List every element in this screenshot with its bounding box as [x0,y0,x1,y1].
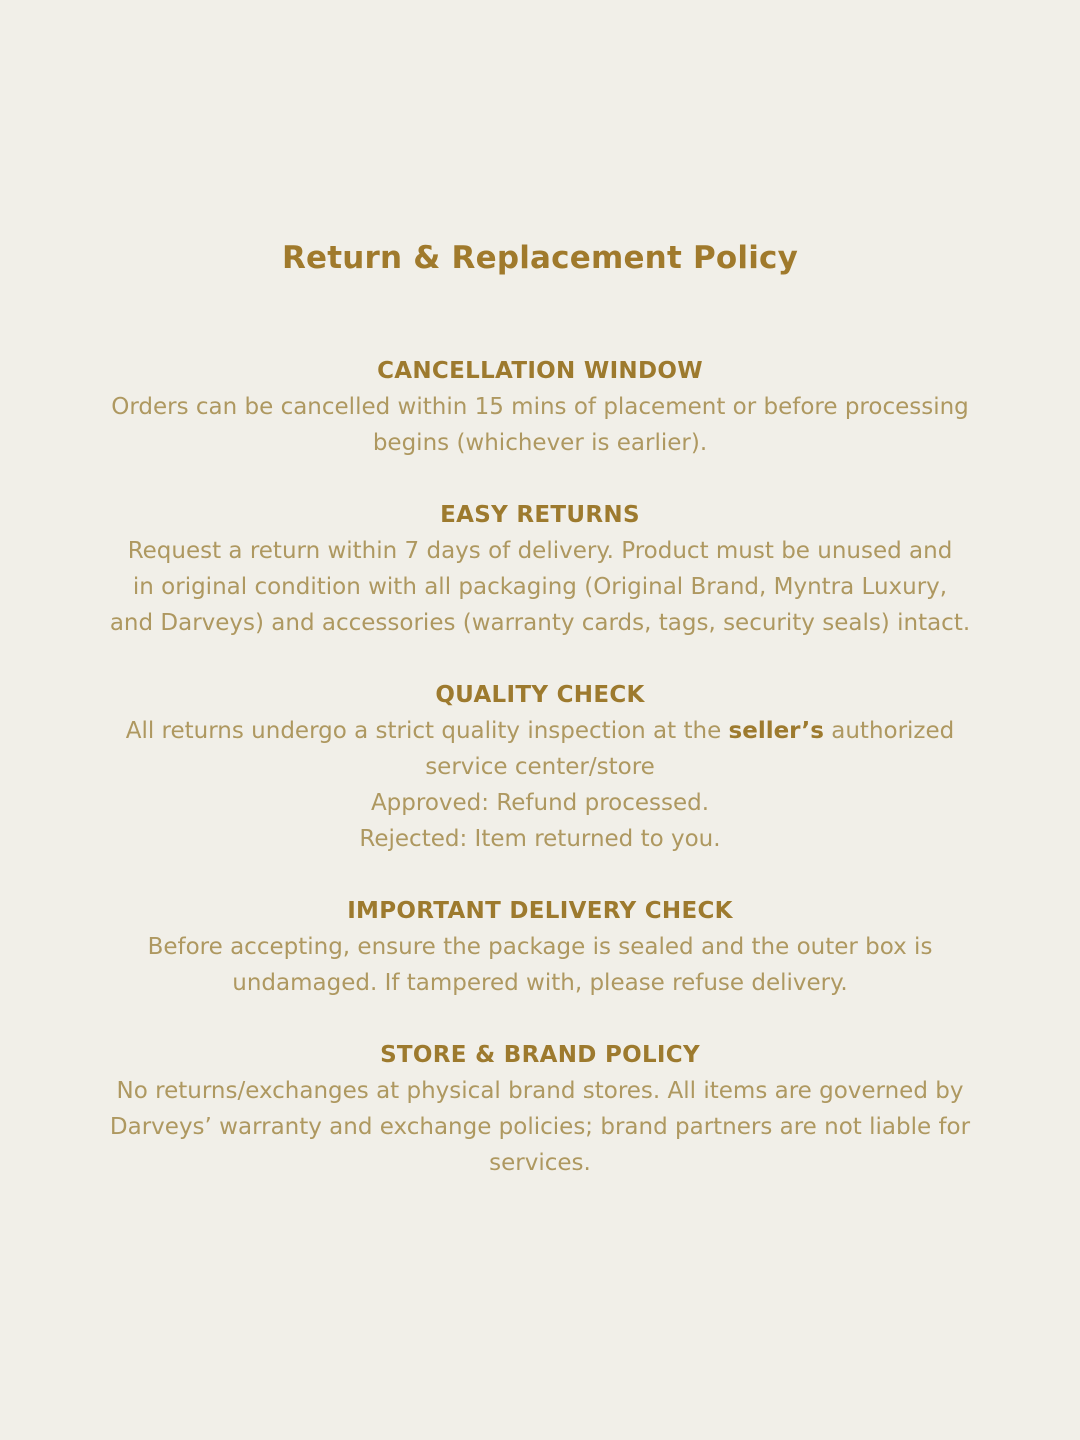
section-body-line: Request a return within 7 days of delivery. Product must be unused and [127,538,953,564]
body-text: All returns undergo a strict quality inspection at the [125,718,729,744]
section-body-line: No returns/exchanges at physical brand stores. All items are governed by [116,1078,964,1104]
section-heading: IMPORTANT DELIVERY CHECK [347,898,733,924]
section-body-line: Darveys’ warranty and exchange policies; brand partners are not liable for [109,1114,971,1140]
section-easy-returns [40,497,1040,641]
section-body-line: services. [489,1150,591,1176]
section-body-line: service center/store [425,754,655,780]
section-body-line: Before accepting, ensure the package is sealed and the outer box is [147,934,933,960]
section-heading: CANCELLATION WINDOW [377,358,703,384]
section-heading: STORE & BRAND POLICY [380,1042,700,1068]
section-body-line: undamaged. If tampered with, please refuse delivery. [232,970,848,996]
section-body-line: in original condition with all packaging (Original Brand, Myntra Luxury, [132,574,948,600]
section-heading: EASY RETURNS [440,502,640,528]
section-quality-check [40,677,1040,857]
body-text: authorized [823,718,955,744]
section-store-brand-policy [40,1037,1040,1181]
seller-emphasis: seller’s [728,718,824,744]
section-heading: QUALITY CHECK [435,682,645,708]
section-body-line: and Darveys) and accessories (warranty cards, tags, security seals) intact. [109,610,971,636]
section-cancellation-window [40,353,1040,461]
section-body-line: Orders can be cancelled within 15 mins of placement or before processing [111,394,969,420]
section-important-delivery-check [40,893,1040,1001]
section-body-line: begins (whichever is earlier). [372,430,708,456]
page-title: Return & Replacement Policy [281,240,799,276]
section-body-line: Approved: Refund processed. [370,790,710,816]
section-body-line: Rejected: Item returned to you. [359,826,721,852]
section-body-line [40,713,1040,749]
